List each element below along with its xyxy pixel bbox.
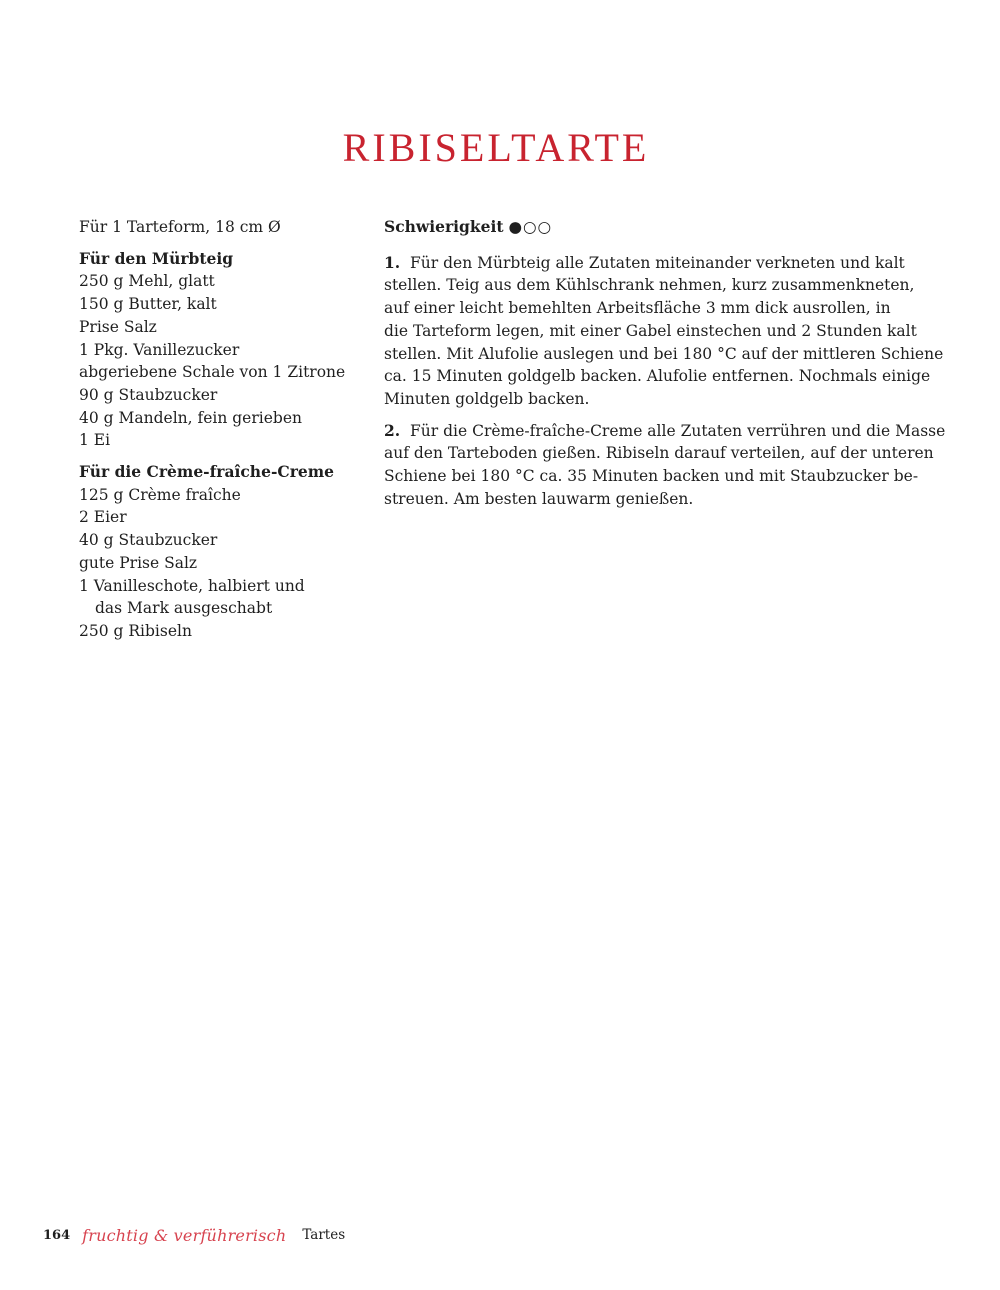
step-text-line: Für den Mürbteig alle Zutaten miteinander verkneten und kalt: [410, 253, 905, 272]
ingredient-item: 1 Ei: [79, 431, 111, 450]
step-number: 1.: [384, 252, 401, 272]
yield-text: Für 1 Tarteform, 18 cm Ø: [79, 218, 281, 236]
step-text-line: Minuten goldgelb backen.: [384, 389, 590, 408]
instruction-step-1: [384, 252, 944, 411]
ingredients-column: [79, 216, 359, 643]
ingredient-item: 40 g Staubzucker: [79, 531, 218, 550]
step-text-line: Schiene bei 180 °C ca. 35 Minuten backen und mit Staubzucker be-: [384, 467, 919, 486]
difficulty-row: [384, 216, 904, 239]
ingredient-group-heading: Für den Mürbteig: [79, 248, 234, 268]
brand-logo: fruchtig & verführerisch: [82, 1225, 287, 1245]
ingredient-item: abgeriebene Schale von 1 Zitrone: [79, 363, 346, 382]
step-text-line: stellen. Mit Alufolie auslegen und bei 180 °C auf der mittleren Schiene: [384, 344, 944, 363]
step-text-line: die Tarteform legen, mit einer Gabel einstechen und 2 Stunden kalt: [384, 321, 917, 340]
ingredient-item: 125 g Crème fraîche: [79, 485, 241, 504]
step-number: 2.: [384, 420, 401, 440]
step-text-line: auf den Tarteboden gießen. Ribiseln darauf verteilen, auf der unteren: [384, 444, 934, 463]
step-text-line: streuen. Am besten lauwarm genießen.: [384, 489, 694, 508]
step-text-line: ca. 15 Minuten goldgelb backen. Alufolie entfernen. Nochmals einige: [384, 367, 931, 386]
instructions-column: [384, 216, 946, 510]
page-number: 164: [43, 1227, 71, 1243]
ingredient-item: 1 Vanilleschote, halbiert und: [79, 576, 305, 595]
ingredient-group-muerbteig: [79, 248, 359, 452]
page-footer: [43, 1221, 345, 1249]
step-text-line: stellen. Teig aus dem Kühlschrank nehmen, kurz zusammenkneten,: [384, 276, 915, 295]
ingredient-item: 150 g Butter, kalt: [79, 295, 217, 314]
ingredient-item: 40 g Mandeln, fein gerieben: [79, 408, 302, 427]
step-text-line: Für die Crème-fraîche-Creme alle Zutaten verrühren und die Masse: [410, 421, 946, 440]
instruction-step-2: [384, 420, 946, 511]
ingredient-item: 250 g Ribiseln: [79, 621, 192, 640]
ingredient-group-creme: [79, 461, 359, 643]
difficulty-rating-icon: ●○○: [508, 218, 553, 236]
ingredient-item: 2 Eier: [79, 508, 127, 527]
ingredient-group-heading: Für die Crème-fraîche-Creme: [79, 462, 335, 482]
ingredient-item: 1 Pkg. Vanillezucker: [79, 340, 240, 359]
page-title: RIBISELTARTE: [342, 125, 650, 170]
ingredient-item: gute Prise Salz: [79, 553, 198, 572]
difficulty-label: Schwierigkeit: [384, 217, 504, 236]
ingredient-item-continuation: das Mark ausgeschabt: [95, 599, 273, 618]
ingredient-item: 90 g Staubzucker: [79, 385, 218, 404]
ingredient-item: 250 g Mehl, glatt: [79, 272, 215, 291]
ingredient-item: Prise Salz: [79, 317, 157, 336]
section-name: Tartes: [302, 1227, 346, 1243]
step-text-line: auf einer leicht bemehlten Arbeitsfläche 3 mm dick ausrollen, in: [384, 299, 891, 318]
